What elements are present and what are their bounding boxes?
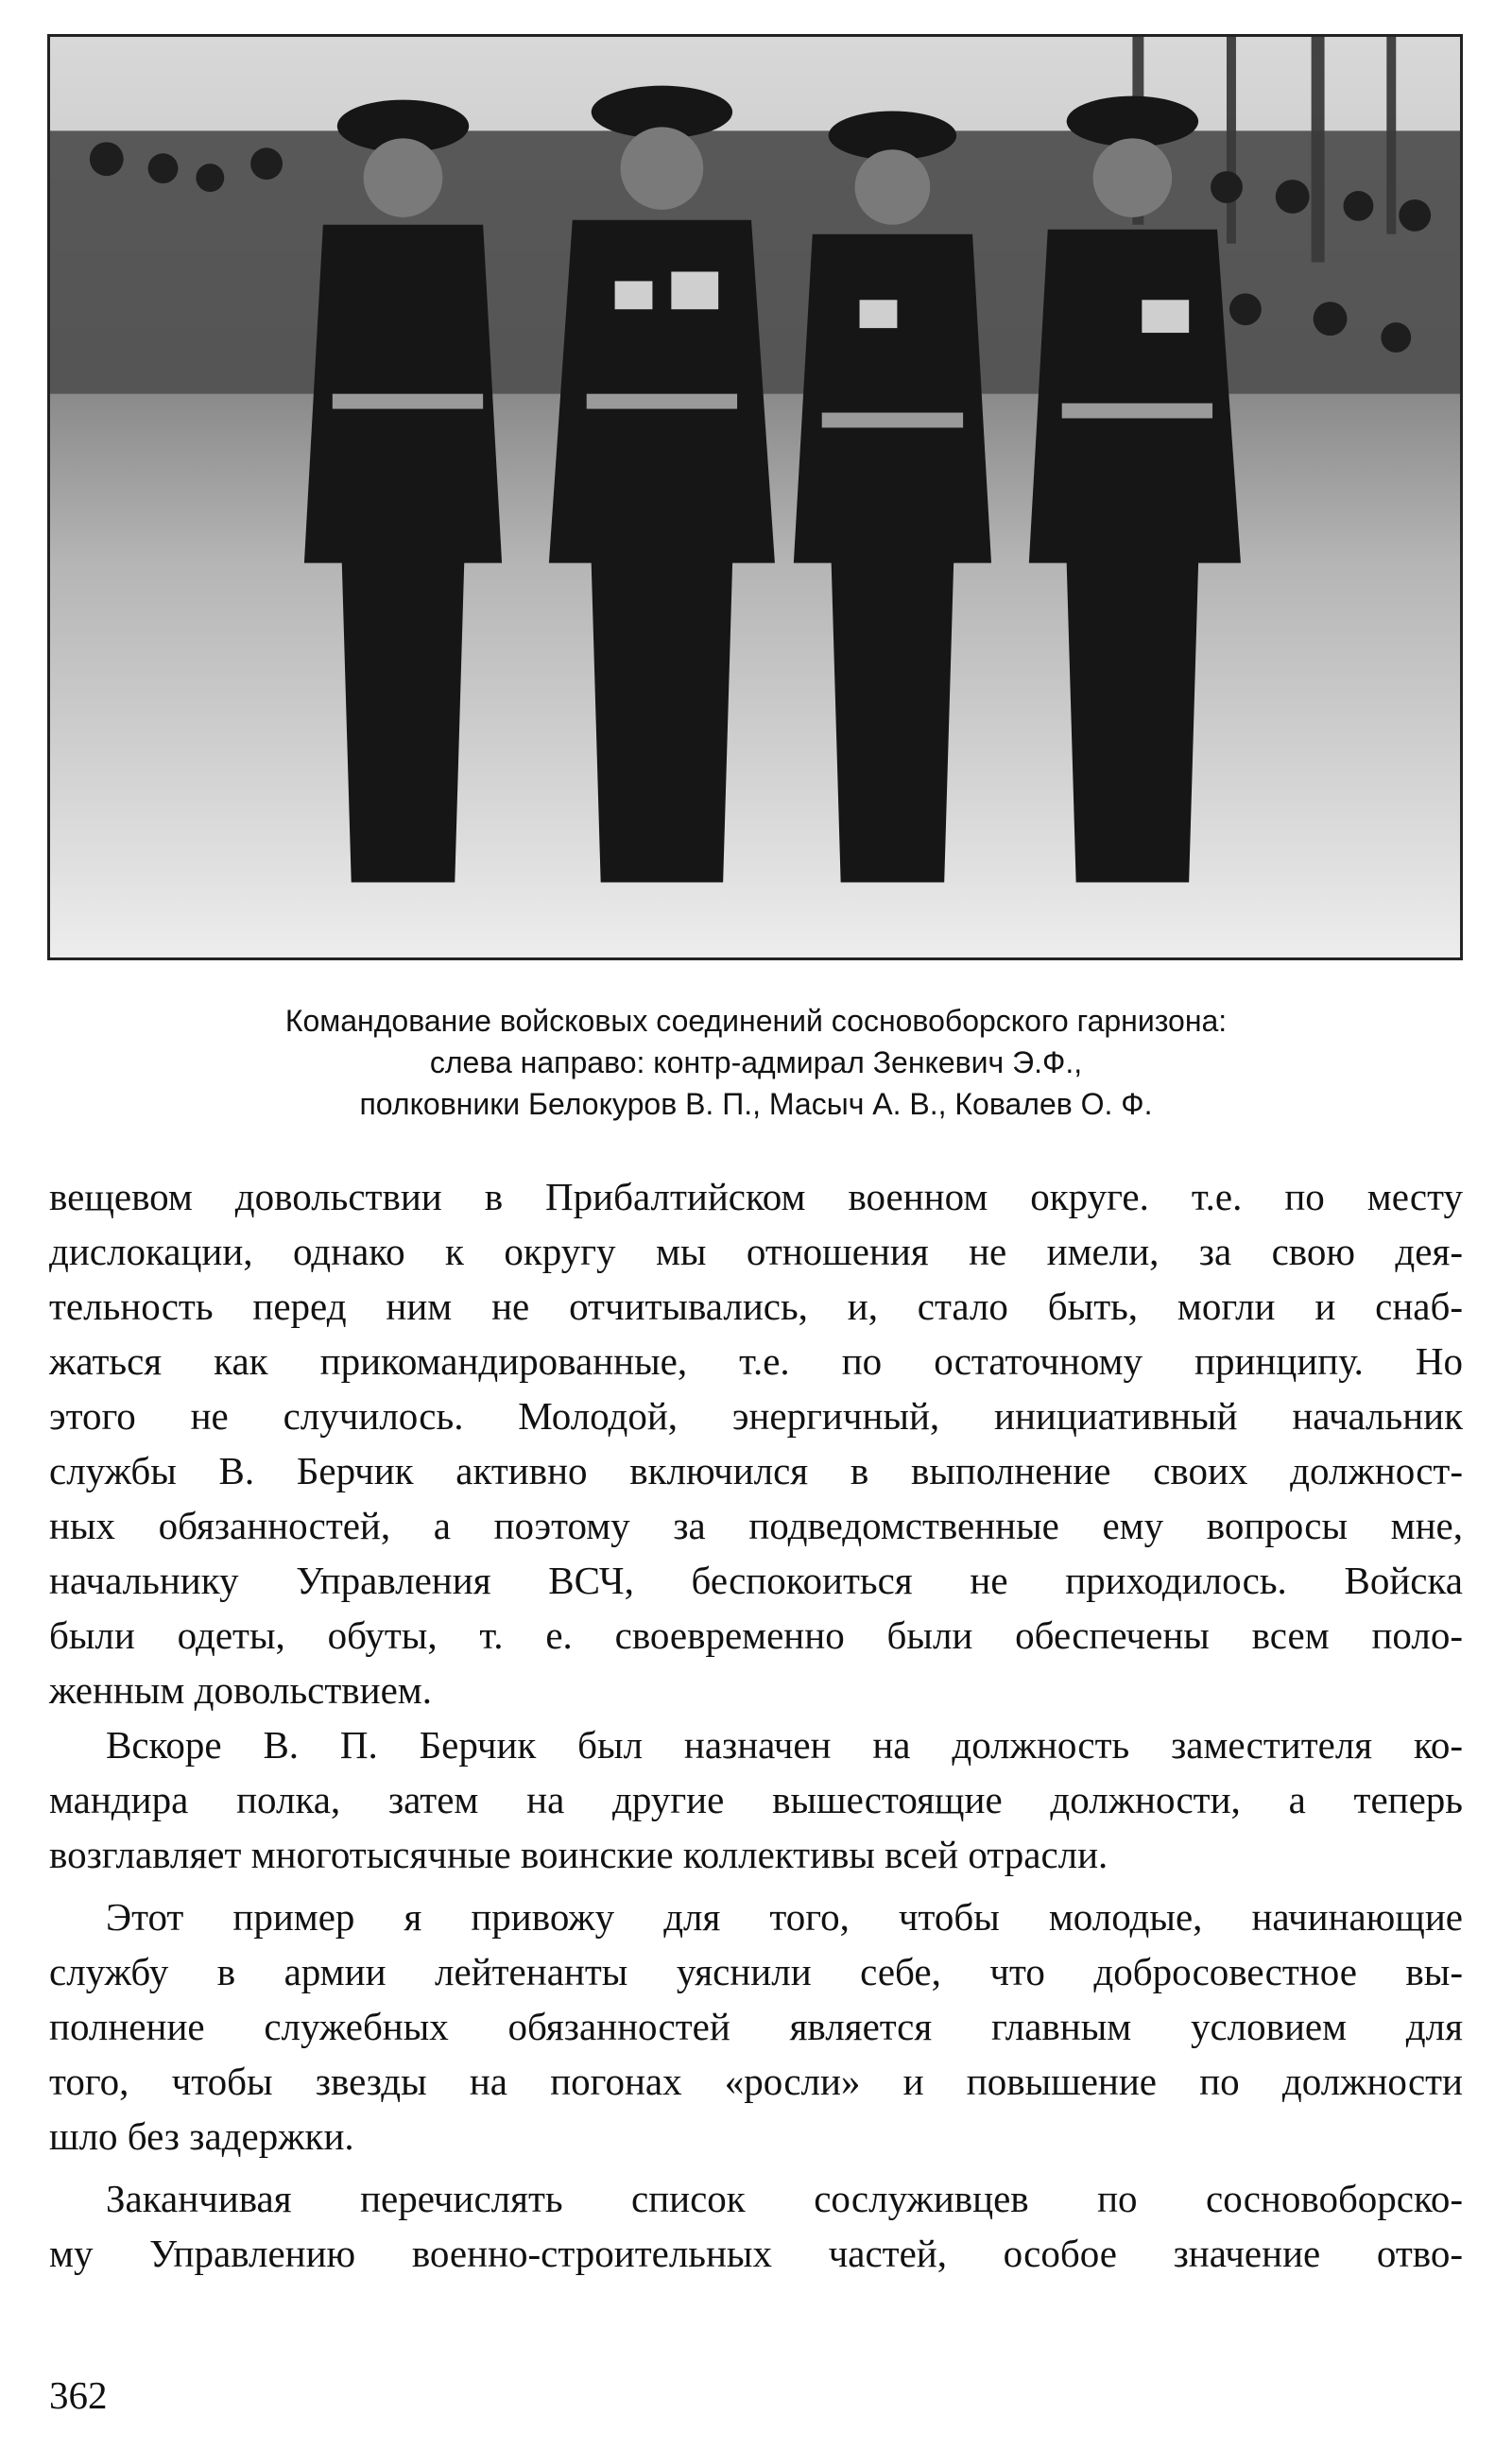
text-line: службу в армии лейтенанты уяснили себе, что добросовестное вы- <box>49 1950 1463 1993</box>
text-line: тельность перед ним не отчитывались, и, стало быть, могли и снаб- <box>49 1285 1463 1328</box>
photo-illustration <box>50 37 1460 957</box>
text-line: службы В. Берчик активно включился в выполнение своих должност- <box>49 1449 1463 1492</box>
text-line: дислокации, однако к округу мы отношения не имели, за свою дея- <box>49 1230 1463 1273</box>
text-line: Вскоре В. П. Берчик был назначен на должность заместителя ко- <box>106 1723 1463 1767</box>
paragraph <box>49 1169 1463 1717</box>
text-line: жаться как прикомандированные, т.е. по остаточному принципу. Но <box>49 1339 1463 1383</box>
text-line: мандира полка, затем на другие вышестоящие должности, а теперь <box>49 1778 1463 1821</box>
text-line: полнение служебных обязанностей является главным условием для <box>49 2005 1463 2048</box>
page-number: 362 <box>49 2373 108 2417</box>
body-text <box>49 1169 1463 2281</box>
text-line: вещевом довольствии в Прибалтийском военном округе. т.е. по месту <box>49 1175 1463 1218</box>
text-line: шло без задержки. <box>49 2114 354 2158</box>
text-line: были одеты, обуты, т. е. своевременно были обеспечены всем поло- <box>49 1613 1463 1657</box>
text-line: возглавляет многотысячные воинские коллективы всей отрасли. <box>49 1833 1108 1876</box>
photograph-four-officers <box>47 34 1463 960</box>
text-line: му Управлению военно-строительных частей, особое значение отво- <box>49 2232 1463 2275</box>
caption-line: Командование войсковых соединений сосновоборского гарнизона: <box>284 1004 1228 1038</box>
paragraph <box>49 2171 1463 2281</box>
caption-line: полковники Белокуров В. П., Масыч А. В., Ковалев О. Ф. <box>359 1087 1153 1121</box>
caption-line: слева направо: контр-адмирал Зенкевич Э.Ф., <box>429 1045 1083 1079</box>
text-line: этого не случилось. Молодой, энергичный, инициативный начальник <box>49 1394 1463 1438</box>
text-line: начальнику Управления ВСЧ, беспокоиться не приходилось. Войска <box>49 1559 1463 1602</box>
text-line: женным довольствием. <box>49 1668 432 1712</box>
text-line: того, чтобы звезды на погонах «росли» и повышение по должности <box>49 2060 1463 2103</box>
photo-caption <box>57 1000 1455 1125</box>
paragraph <box>49 1717 1463 1882</box>
paragraph <box>49 1889 1463 2164</box>
text-line: Этот пример я привожу для того, чтобы молодые, начинающие <box>106 1895 1463 1939</box>
text-line: Заканчивая перечислять список сослуживцев по сосновоборско- <box>106 2177 1463 2220</box>
text-line: ных обязанностей, а поэтому за подведомственные ему вопросы мне, <box>49 1504 1463 1547</box>
